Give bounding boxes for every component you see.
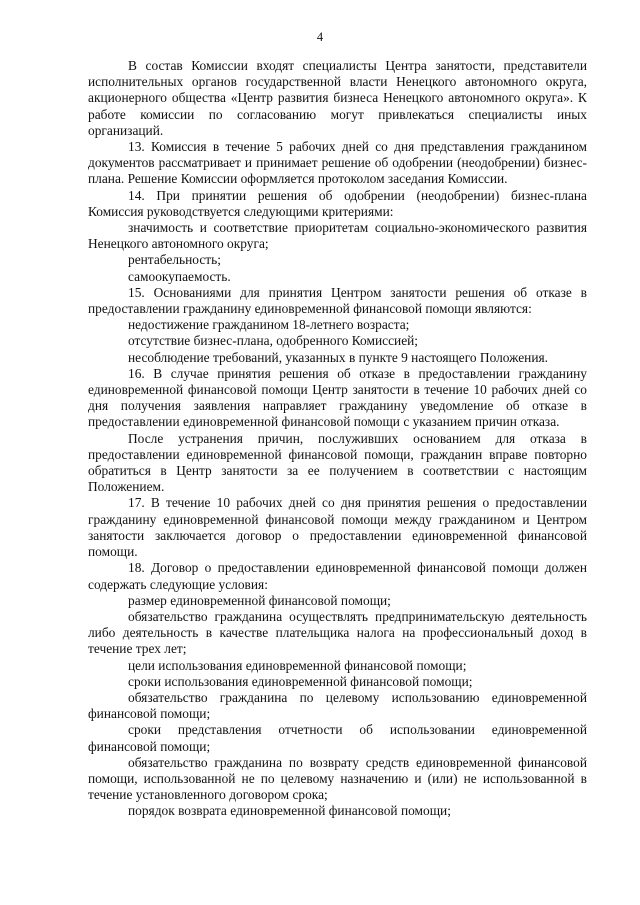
contract-term-targeted-use: обязательство гражданина по целевому использованию единовременной финансовой помощи; xyxy=(88,689,587,722)
paragraph-16-reapply: После устранения причин, послуживших основанием для отказа в предоставлении единовременной финансовой помощи, гражданин вправе повторно обратиться в Центр занятости за ее получением в соответствии с настоящим Положением. xyxy=(88,430,587,495)
contract-term-obligation-activity: обязательство гражданина осуществлять предпринимательскую деятельность либо деятельность в качестве плательщика налога на профессиональный доход в течение трех лет; xyxy=(88,608,587,657)
paragraph-13: 13. Комиссия в течение 5 рабочих дней со дня представления гражданином документов рассматривает и принимает решение об одобрении (неодобрении) бизнес-плана. Решение Комиссии оформляется протоколом заседания Комиссии. xyxy=(88,139,587,187)
refusal-ground-no-plan: отсутствие бизнес-плана, одобренного Комиссией; xyxy=(128,333,419,349)
contract-term-purposes: цели использования единовременной финансовой помощи; xyxy=(128,657,467,673)
refusal-ground-requirements: несоблюдение требований, указанных в пункте 9 настоящего Положения. xyxy=(128,349,549,365)
document-body xyxy=(88,58,587,820)
contract-term-refund-obligation: обязательство гражданина по возврату средств единовременной финансовой помощи, использованной не по целевому назначению и (или) не использованной в течение установленного договором срока; xyxy=(88,754,587,803)
page-number: 4 xyxy=(316,30,324,44)
paragraph-16: 16. В случае принятия решения об отказе в предоставлении гражданину единовременной финансовой помощи Центр занятости в течение 10 рабочих дней со дня получения заявления направляет гражданину уведомление об отказе в предоставлении единовременной финансовой помощи с указанием причин отказа. xyxy=(88,365,587,430)
paragraph-17: 17. В течение 10 рабочих дней со дня принятия решения о предоставлении гражданину единовременной финансовой помощи между гражданином и Центром занятости заключается договор о предоставлении единовременной финансовой помощи. xyxy=(88,495,587,560)
criterion-self-sufficiency: самоокупаемость. xyxy=(128,268,231,284)
contract-term-refund-procedure: порядок возврата единовременной финансовой помощи; xyxy=(128,803,451,819)
contract-term-amount: размер единовременной финансовой помощи; xyxy=(128,592,391,608)
paragraph-15: 15. Основаниями для принятия Центром занятости решения об отказе в предоставлении гражданину единовременной финансовой помощи являются: xyxy=(88,284,587,317)
contract-term-usage-periods: сроки использования единовременной финансовой помощи; xyxy=(128,673,473,689)
paragraph-18: 18. Договор о предоставлении единовременной финансовой помощи должен содержать следующие условия: xyxy=(88,560,587,592)
refusal-ground-age: недостижение гражданином 18-летнего возраста; xyxy=(128,317,410,333)
paragraph-commission-composition: В состав Комиссии входят специалисты Центра занятости, представители исполнительных органов государственной власти Ненецкого автономного округа, акционерного общества «Центр развития бизнеса Ненецкого автономного округа». К работе комиссии по согласованию могут привлекаться специалисты иных организаций. xyxy=(88,58,587,138)
criterion-significance: значимость и соответствие приоритетам социально-экономического развития Ненецкого автономного округа; xyxy=(88,220,587,252)
paragraph-14: 14. При принятии решения об одобрении (неодобрении) бизнес-плана Комиссия руководствуется следующими критериями: xyxy=(88,187,587,219)
contract-term-reporting: сроки представления отчетности об использовании единовременной финансовой помощи; xyxy=(88,722,587,754)
criterion-profitability: рентабельность; xyxy=(128,252,221,268)
